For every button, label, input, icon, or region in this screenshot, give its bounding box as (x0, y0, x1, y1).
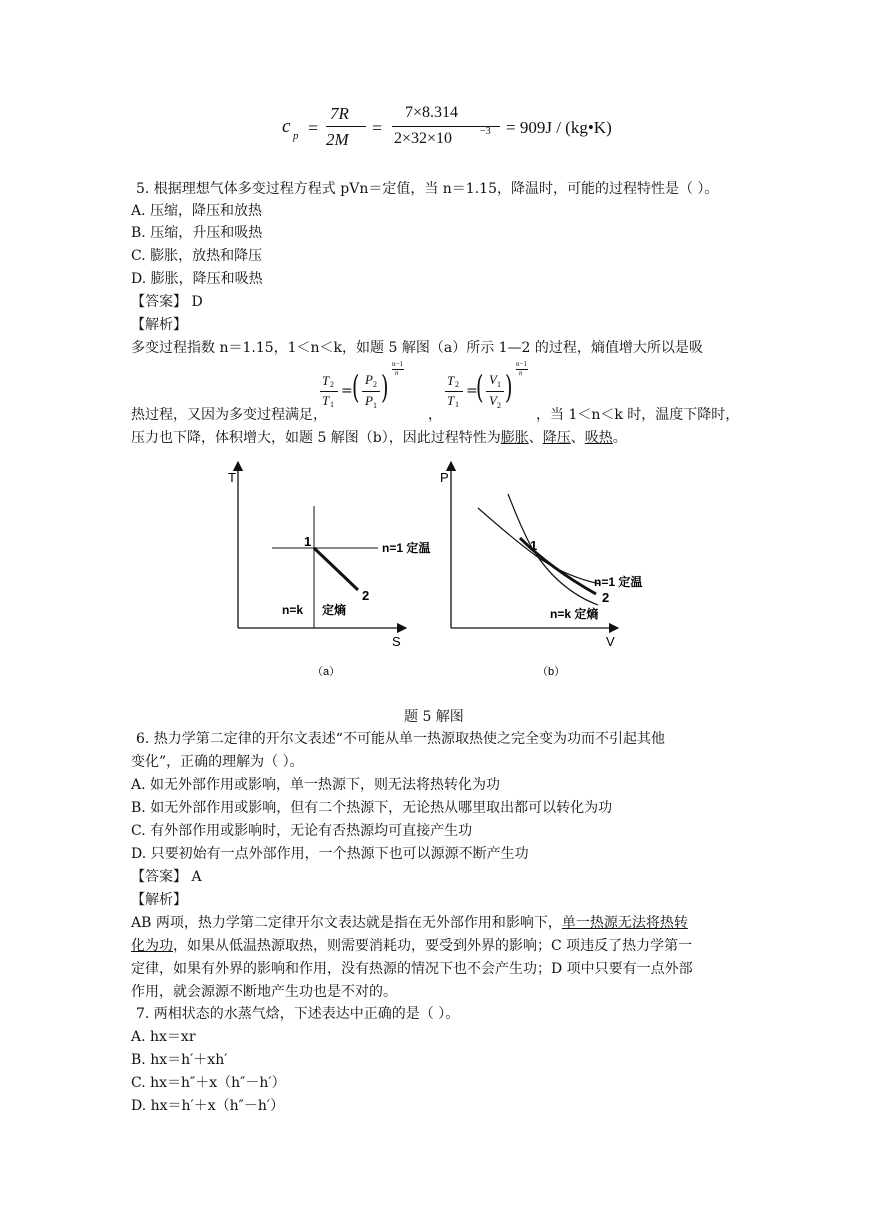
fraction1-numerator: 7R (330, 104, 349, 123)
q7-stem: 7. 两相状态的水蒸气焓，下述表达中正确的是（ ）。 (136, 1006, 460, 1022)
diagram-a (228, 466, 430, 678)
q5-analysis-label: 【解析】 (131, 317, 187, 333)
b-y-label: P (440, 470, 449, 485)
q5-option-c: C. 膨胀，放热和降压 (131, 248, 263, 264)
a-isentropic-label: 定熵 (322, 603, 347, 617)
q5-analysis-line2-post: ，当 1＜n＜k 时，温度下降时， (536, 407, 740, 423)
b-x-label: V (606, 634, 615, 649)
figure-caption: 题 5 解图 (404, 709, 464, 725)
a-process-line (314, 548, 358, 590)
q6-underline-2: 化为功 (131, 938, 173, 954)
q6-option-b: B. 如无外部作用或影响，但有二个热源下，无论热从哪里取出都可以转化为功 (131, 800, 613, 816)
q6-analysis-line2: 化为功，如果从低温热源取热，则需要消耗功，要受到外界的影响；C 项违反了热力学第一 (131, 938, 693, 954)
q5-analysis-line2-pre: 热过程，又因为多变过程满足， (131, 407, 327, 423)
underline-pressure-drop: 降压 (542, 430, 571, 446)
q5-answer: 【答案】 D (131, 294, 203, 310)
cp-result: = 909J / (kg•K) (506, 118, 612, 137)
q5-stem: 5. 根据理想气体多变过程方程式 pVn＝定值，当 n＝1.15，降温时，可能的过程特性是（ ）。 (136, 181, 719, 197)
cp-symbol: c (282, 116, 291, 137)
q7-option-d: D. hx＝h′＋x（h″－h′） (131, 1098, 285, 1114)
a-n-label: n=k (282, 603, 304, 617)
q6-underline-1: 单一热源无法将热转 (561, 915, 688, 931)
q5-option-a: A. 压缩，降压和放热 (131, 203, 263, 219)
fraction2-numerator: 7×8.314 (405, 104, 459, 121)
a-y-label: T (228, 470, 236, 485)
b-caption: （b） (537, 666, 566, 678)
q6-analysis-label: 【解析】 (131, 892, 187, 908)
a-point-1: 1 (304, 534, 312, 549)
q5-analysis-line3: 压力也下降，体积增大，如题 5 解图（b），因此过程特性为膨胀、降压、吸热。 (131, 430, 627, 446)
a-isotherm-label: n=1 定温 (382, 541, 431, 555)
q6-option-a: A. 如无外部作用或影响，单一热源下，则无法将热转化为功 (131, 777, 501, 793)
underline-heat-absorb: 吸热 (584, 430, 613, 446)
q6-answer: 【答案】 A (131, 869, 202, 885)
q7-option-a: A. hx＝xr (131, 1029, 196, 1045)
q5-analysis-line2-comma: ， (428, 407, 442, 423)
b-isotherm-curve (478, 508, 600, 584)
a-x-label: S (392, 634, 401, 649)
diagram-b (440, 466, 642, 678)
a-caption: （a） (312, 666, 341, 678)
a-point-2: 2 (362, 588, 370, 603)
q6-analysis-line3: 定律，如果有外界的影响和作用，没有热源的情况下也不会产生功；D 项中只要有一点外部 (131, 961, 693, 977)
fraction2-denominator: 2×32×10 (394, 130, 453, 147)
q7-option-c: C. hx＝h″＋x（h″－h′） (131, 1075, 286, 1091)
q5-option-d: D. 膨胀，降压和吸热 (131, 271, 263, 287)
b-isentropic-label: n=k 定熵 (550, 607, 599, 621)
underline-expansion: 膨胀 (500, 430, 529, 446)
q5-analysis-line1: 多变过程指数 n＝1.15，1＜n＜k，如题 5 解图（a）所示 1—2 的过程，熵值增大所以是吸 (131, 340, 703, 356)
q6-option-c: C. 有外部作用或影响时，无论有否热源均可直接产生功 (131, 823, 473, 839)
cp-subscript: p (293, 130, 299, 142)
q6-stem-line2: 变化”，正确的理解为（ ）。 (131, 754, 304, 770)
q6-analysis-line4: 作用，就会源源不断地产生功也是不对的。 (131, 984, 397, 1000)
b-isotherm-label: n=1 定温 (594, 575, 643, 589)
q5-option-b: B. 压缩，升压和吸热 (131, 225, 263, 241)
q7-option-b: B. hx＝h′＋xh′ (131, 1052, 228, 1068)
b-point-1: 1 (530, 538, 538, 553)
b-point-2: 2 (602, 590, 610, 605)
q6-stem-line1: 6. 热力学第二定律的开尔文表述“不可能从单一热源取热使之完全变为功而不引起其他 (136, 731, 665, 747)
fraction2-exponent: −3 (480, 126, 491, 137)
fraction1-denominator: 2M (326, 130, 349, 149)
q6-option-d: D. 只要初始有一点外部作用，一个热源下也可以源源不断产生功 (131, 846, 529, 862)
q6-analysis-line1: AB 两项，热力学第二定律开尔文表达就是指在无外部作用和影响下，单一热源无法将热转 (131, 915, 688, 931)
